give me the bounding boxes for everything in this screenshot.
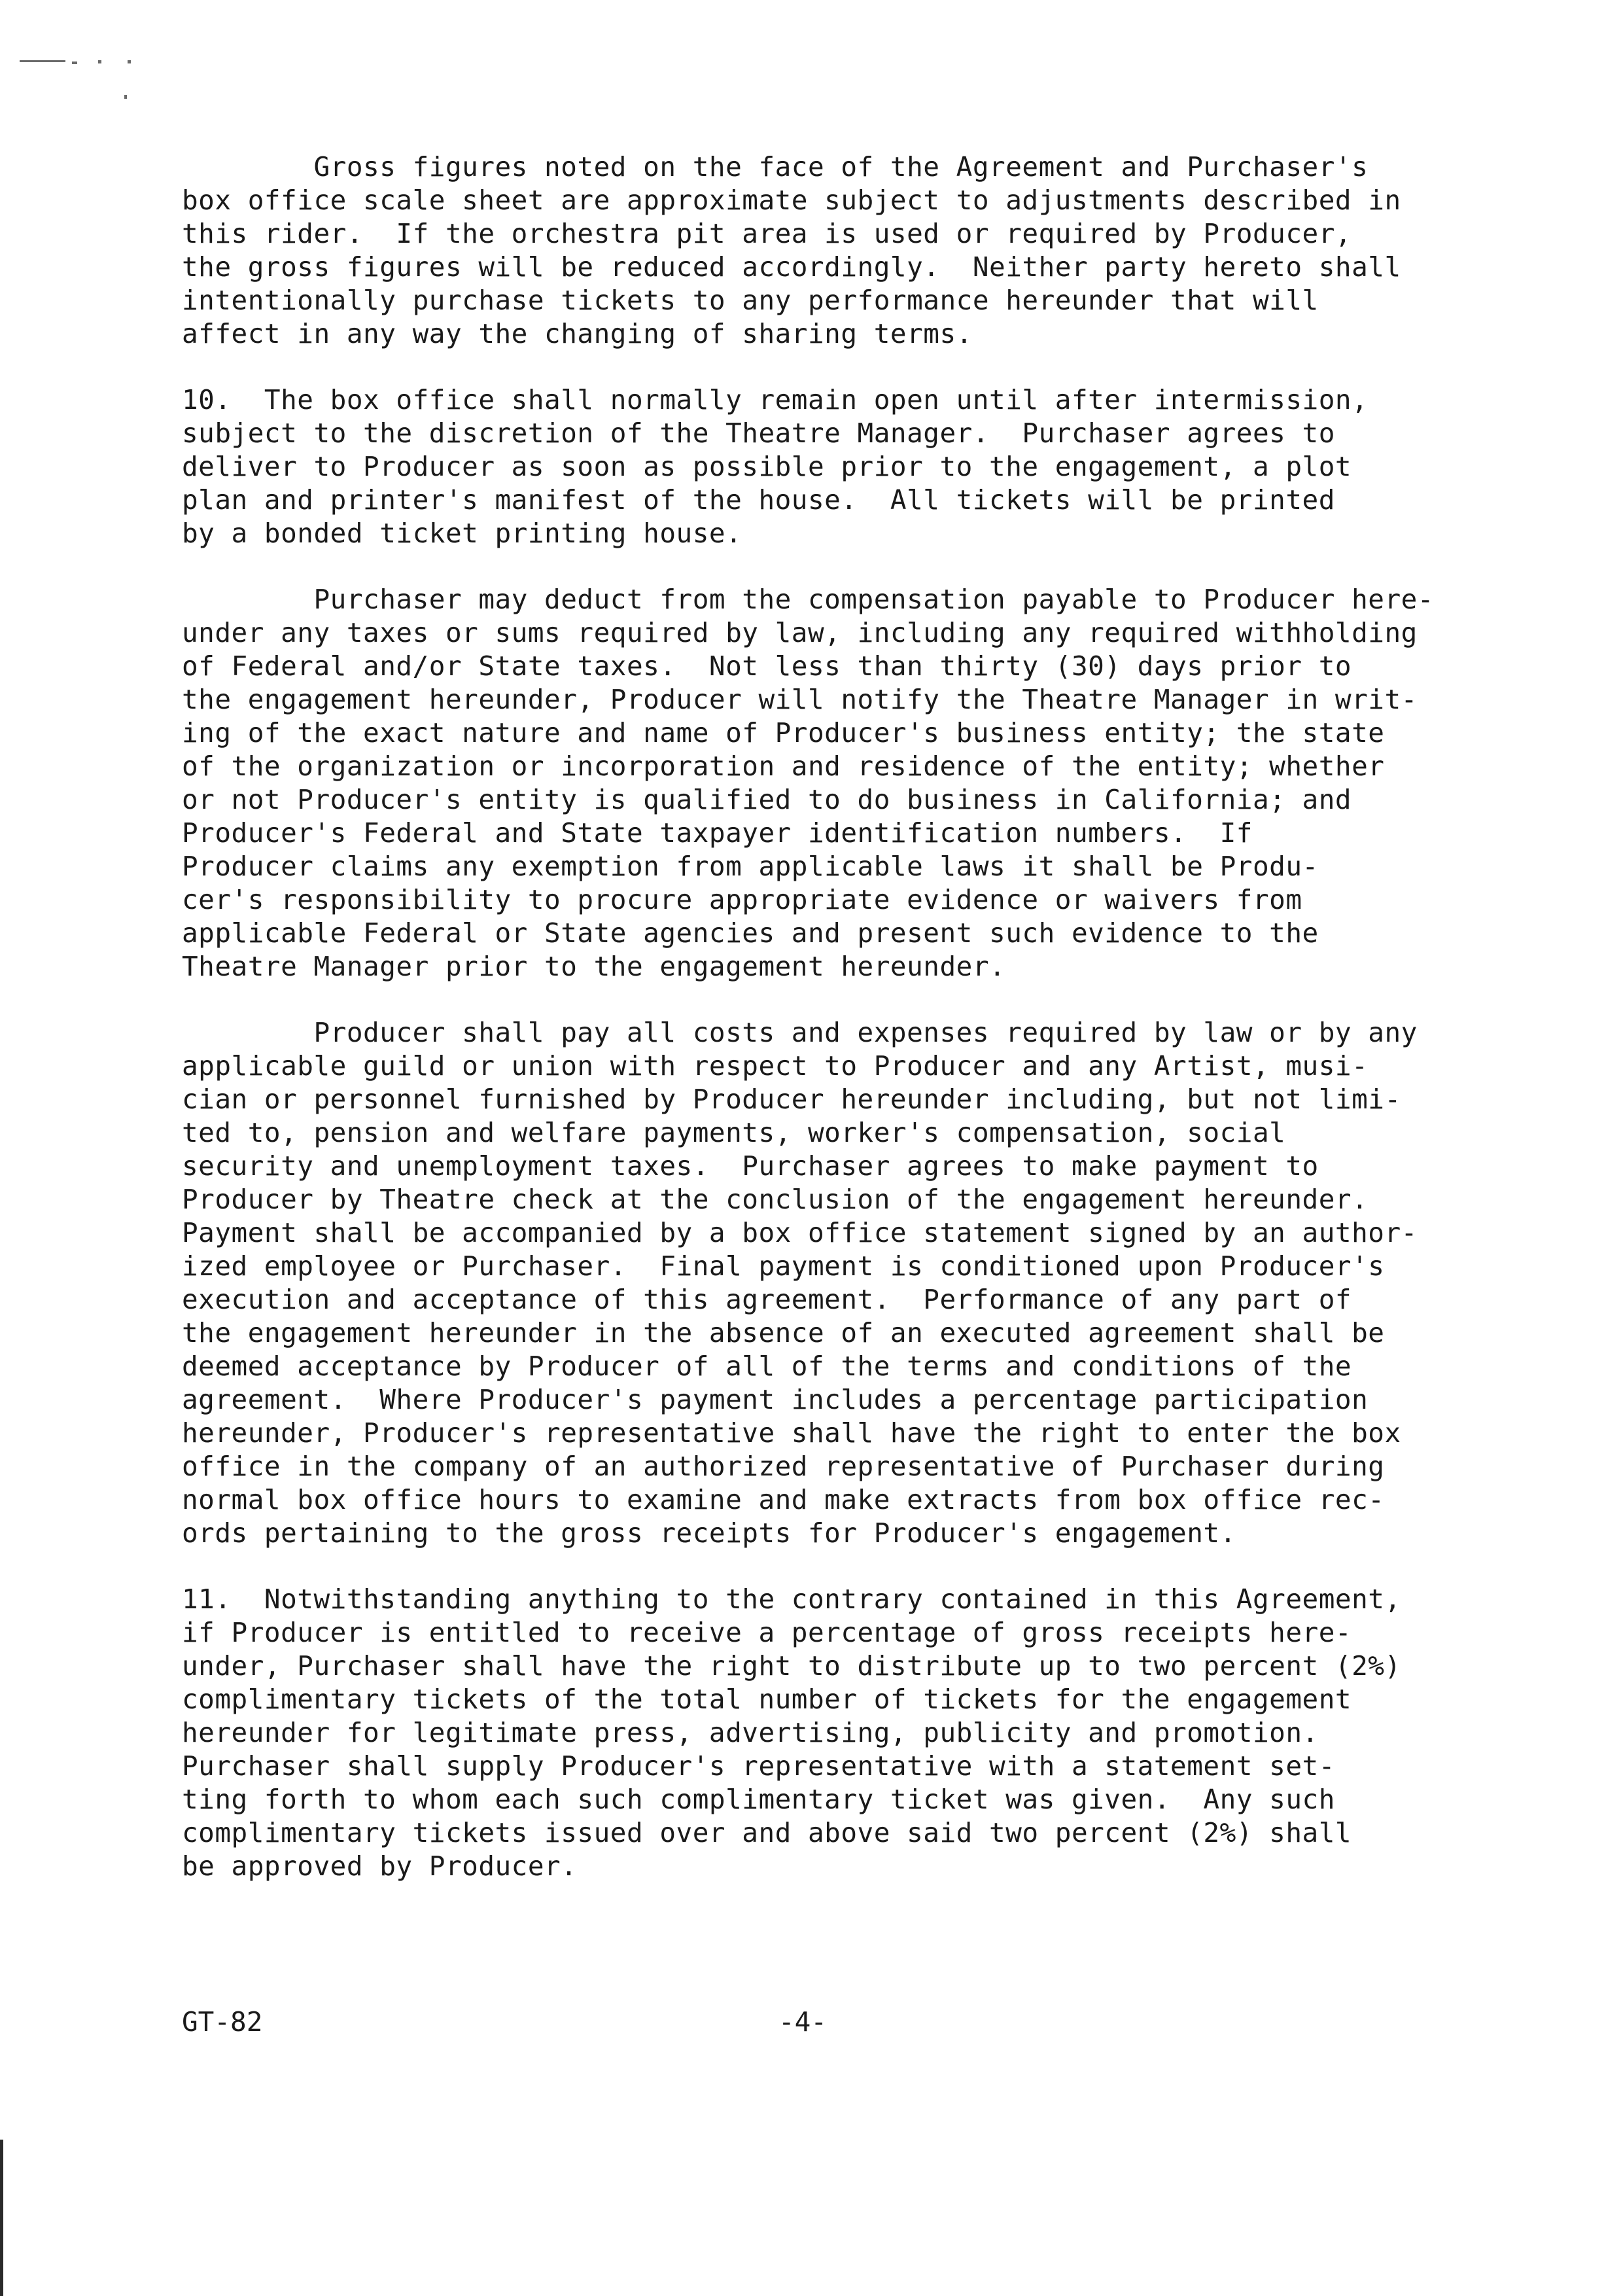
text-line: under any taxes or sums required by law, including any required withholding [182,617,1418,648]
text-line: the gross figures will be reduced accordingly. Neither party hereto shall [182,251,1401,283]
text-line: Producer claims any exemption from applicable laws it shall be Produ- [182,851,1319,882]
text-line: Producer by Theatre check at the conclusion of the engagement hereunder. [182,1184,1369,1215]
text-line: if Producer is entitled to receive a percentage of gross receipts here- [182,1617,1352,1648]
text-line: affect in any way the changing of sharing terms. [182,318,973,349]
text-line: Purchaser shall supply Producer's representative with a statement set- [182,1750,1335,1782]
scan-edge [0,2140,3,2296]
text-line: complimentary tickets issued over and above said two percent (2%) shall [182,1817,1352,1848]
form-code: GT-82 [182,2006,263,2038]
text-line: execution and acceptance of this agreement. Performance of any part of [182,1284,1352,1315]
text-line: normal box office hours to examine and make extracts from box office rec- [182,1484,1385,1515]
text-line: Purchaser may deduct from the compensation payable to Producer here- [182,584,1434,615]
text-line: subject to the discretion of the Theatre Manager. Purchaser agrees to [182,417,1335,449]
text-line: hereunder for legitimate press, advertising, publicity and promotion. [182,1717,1319,1748]
page-number: -4- [778,2006,828,2038]
text-line: Producer's Federal and State taxpayer identification numbers. If [182,817,1253,849]
text-line: intentionally purchase tickets to any performance hereunder that will [182,285,1319,316]
scan-artifact [124,95,127,99]
text-line: hereunder, Producer's representative shall have the right to enter the box [182,1417,1401,1449]
text-line: ized employee or Purchaser. Final payment is conditioned upon Producer's [182,1250,1385,1282]
text-line: this rider. If the orchestra pit area is used or required by Producer, [182,218,1352,249]
text-line: ted to, pension and welfare payments, worker's compensation, social [182,1117,1286,1148]
text-line: plan and printer's manifest of the house. All tickets will be printed [182,484,1335,516]
text-line: applicable guild or union with respect to Producer and any Artist, musi- [182,1050,1369,1082]
scan-artifact [128,60,131,63]
paragraph-taxes [182,583,1529,983]
text-line: box office scale sheet are approximate subject to adjustments described in [182,185,1401,216]
text-line: the engagement hereunder in the absence of an executed agreement shall be [182,1317,1385,1349]
text-line: 11. Notwithstanding anything to the contrary contained in this Agreement, [182,1583,1401,1615]
text-line: or not Producer's entity is qualified to do business in California; and [182,784,1352,815]
scan-artifact [98,60,101,63]
paragraph-section-11 [182,1583,1529,1883]
text-line: Payment shall be accompanied by a box office statement signed by an author- [182,1217,1418,1248]
scan-artifact [20,60,65,62]
text-line: cian or personnel furnished by Producer hereunder including, but not limi- [182,1084,1401,1115]
text-line: security and unemployment taxes. Purchaser agrees to make payment to [182,1150,1319,1182]
text-line: complimentary tickets of the total number of tickets for the engagement [182,1684,1352,1715]
paragraph-gross-figures [182,150,1529,351]
scan-artifact [72,62,77,64]
text-line: Gross figures noted on the face of the Agreement and Purchaser's [182,151,1369,183]
text-line: of Federal and/or State taxes. Not less than thirty (30) days prior to [182,650,1352,682]
paragraph-costs-expenses [182,1016,1529,1550]
text-line: by a bonded ticket printing house. [182,518,742,549]
text-line: ting forth to whom each such complimentary ticket was given. Any such [182,1784,1335,1815]
text-line: Theatre Manager prior to the engagement hereunder. [182,951,1006,982]
text-line: deemed acceptance by Producer of all of the terms and conditions of the [182,1351,1352,1382]
text-line: ords pertaining to the gross receipts for Producer's engagement. [182,1517,1236,1549]
text-line: deliver to Producer as soon as possible prior to the engagement, a plot [182,451,1352,482]
text-line: agreement. Where Producer's payment includes a percentage participation [182,1384,1369,1415]
document-body [182,150,1529,1916]
text-line: be approved by Producer. [182,1850,578,1882]
text-line: applicable Federal or State agencies and present such evidence to the [182,917,1319,949]
text-line: cer's responsibility to procure appropriate evidence or waivers from [182,884,1302,915]
text-line: of the organization or incorporation and residence of the entity; whether [182,751,1385,782]
paragraph-section-10 [182,383,1529,550]
text-line: office in the company of an authorized representative of Purchaser during [182,1451,1385,1482]
text-line: under, Purchaser shall have the right to distribute up to two percent (2%) [182,1650,1401,1682]
text-line: Producer shall pay all costs and expenses required by law or by any [182,1017,1418,1048]
text-line: 10. The box office shall normally remain open until after intermission, [182,384,1369,415]
text-line: ing of the exact nature and name of Producer's business entity; the state [182,717,1385,749]
text-line: the engagement hereunder, Producer will notify the Theatre Manager in writ- [182,684,1418,715]
